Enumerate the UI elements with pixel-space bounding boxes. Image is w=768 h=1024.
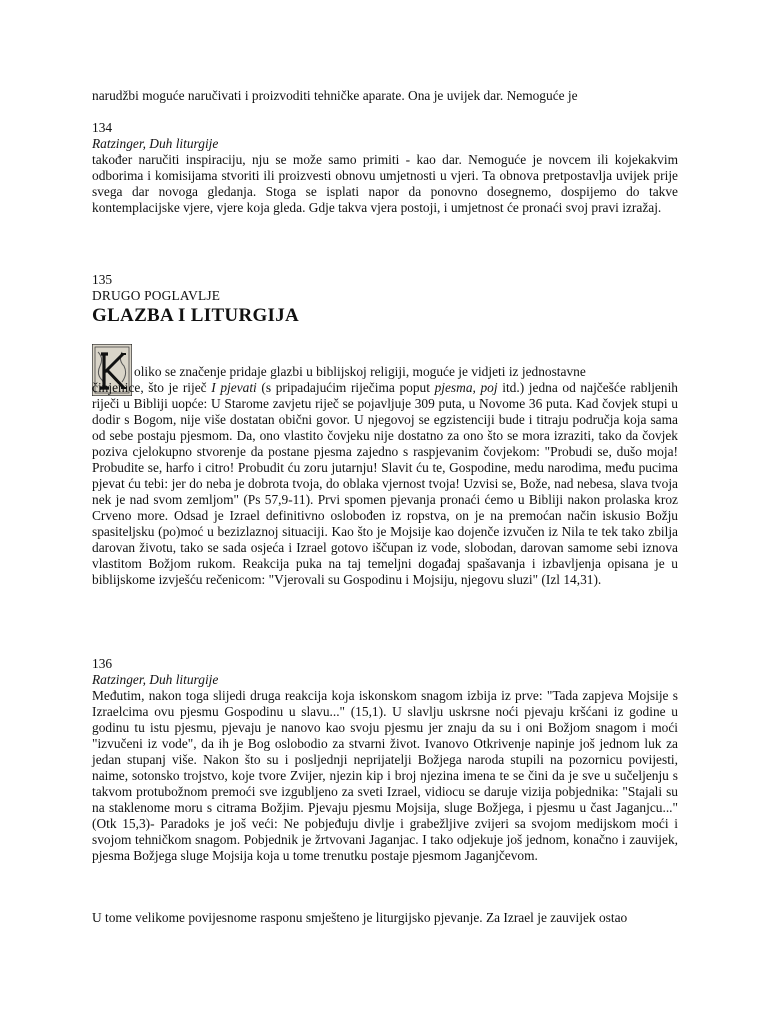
running-head-134: Ratzinger, Duh liturgije [92,136,219,151]
top-line: narudžbi moguće naručivati i proizvoditi tehničke aparate. Ona je uvijek dar. Nemoguće je [92,88,578,103]
paragraph-136: Međutim, nakon toga slijedi druga reakcija koja iskonskom snagom izbija iz prve: "Tada zapjeva Mojsije s Izraelcima ovu pjesmu Gospodinu u slavu..." (15,1). U slavlju uskrsne noći pjevaju kršćani iz godine u godinu tu istu pjesmu, pjevaju je nanovo kao svoju pjesmu jer znaju da su i oni Božjom snagom i moći "izvučeni iz vode", da ih je Bog oslobodio za stvarni život. Ivanovo Otkrivenje napinje još jednom luk za jedan stupanj više. Nakon što su i posljednji neprijatelji Božjega naroda stupili na pozornicu povijesti, naime, sotonsko trojstvo, koje tvore Zvijer, njezin kip i broj njezina imena te se čini da je sve u sučeljenju s takvom protubožnom premoći sve izgubljeno za sveti Izrael, vidiocu se daruje vizija pobjednika: "Stajali su na staklenome moru s citrama Božjim. Pjevaju pjesmu Mojsija, sluge Božjega, i pjesmu u čast Jaganjcu..." (Otk 15,3)- Paradoks je još veći: Ne pobjeđuju divlje i grabežljive zvijeri sa svojom medijskom moći i svojom tehničkom snagom. Pobjednik je žrtvovani Jaganjac. I tako odjekuje još jednom, konačno i zauvijek, pjesma Božjega sluge Mojsija koja u tome trenutku postaje pjesmom Jaganjčevom. [92,688,678,863]
page-number-134: 134 [92,120,113,135]
page-number-136: 136 [92,656,113,671]
running-head-136: Ratzinger, Duh liturgije [92,672,219,687]
last-paragraph: U tome velikome povijesnome rasponu smješteno je liturgijsko pjevanje. Za Izrael je zauvijek ostao [92,910,628,925]
page-number-135: 135 [92,272,113,287]
paragraph-134: također naručiti inspiraciju, nju se može samo primiti - kao dar. Nemoguće je novcem ili kojekakvim odborima i komisijama stvoriti ili proizvesti obnovu umjetnosti u vjeri. Ta obnova pretpostavlja uvijek prije svega dar novoga gledanja. Stoga se isplati napor da ponovno dosegnemo, dospijemo do takve kontemplacijske vjere, vjere koja gleda. Gdje takva vjera postoji, i umjetnost će pronaći svoj pravi izražaj. [92,152,678,215]
chapter-label: DRUGO POGLAVLJE [92,288,221,303]
paragraph-135-body: činjenice, što je riječ I pjevati (s pripadajućim riječima poput pjesma, poj itd.) jedna od najčešće rabljenih riječi u Bibliji uopće: U Starome zavjetu riječ se pojavljuje 309 puta, u Novome 36 puta. Kad čovjek stupi u dodir s Bogom, nije više dostatan obični govor. U njegovoj se egzistenciji bude i titraju područja koja sama od sebe postaju pjesmom. Da, ono vlastito čovjeku nije dostatno za ono što se mora izraziti, tako da čovjek poziva cjelokupno stvorenje da postane pjesma zajedno s raspjevanim čovjekom: "Probudi se, dušo moja! Probudite se, harfo i citro! Probudit ću zoru jutarnju! Slavit ću te, Gospodine, medu narodima, među pucima pjevat ću tebi: jer do neba je dobrota tvoja, do oblaka vjernost tvoja! Uzvisi se, Bože, nad nebesa, slava tvoja nek je nad svom zemljom" (Ps 57,9-11). Prvi spomen pjevanja pronaći ćemo u Bibliji nakon prolaska kroz Crveno more. Odsad je Izrael definitivno oslobođen iz ropstva, on je na premoćan način iskusio Božju spasiteljsku (po)moć u bezizlaznoj situaciji. Kao što je Mojsije kao dojenče izvučen iz Nila te tek tako zbilja darovan životu, tako se sada osjeća i Izrael gotovo iščupan iz vode, slobodan, darovan samome sebi iznova vlastitom Božjom rukom. Reakcija puka na taj temeljni događaj spašavanja i izbavljenja opisana je u biblijskome izvješću rečenicom: "Vjerovali su Gospodinu i Mojsiju, njegovu sluzi" (Izl 14,31). [92,380,678,587]
chapter-title: GLAZBA I LITURGIJA [92,305,300,326]
first-line: oliko se značenje pridaje glazbi u biblijskoj religiji, moguće je vidjeti iz jednostavne [134,364,586,379]
paragraph-135 [92,364,678,588]
